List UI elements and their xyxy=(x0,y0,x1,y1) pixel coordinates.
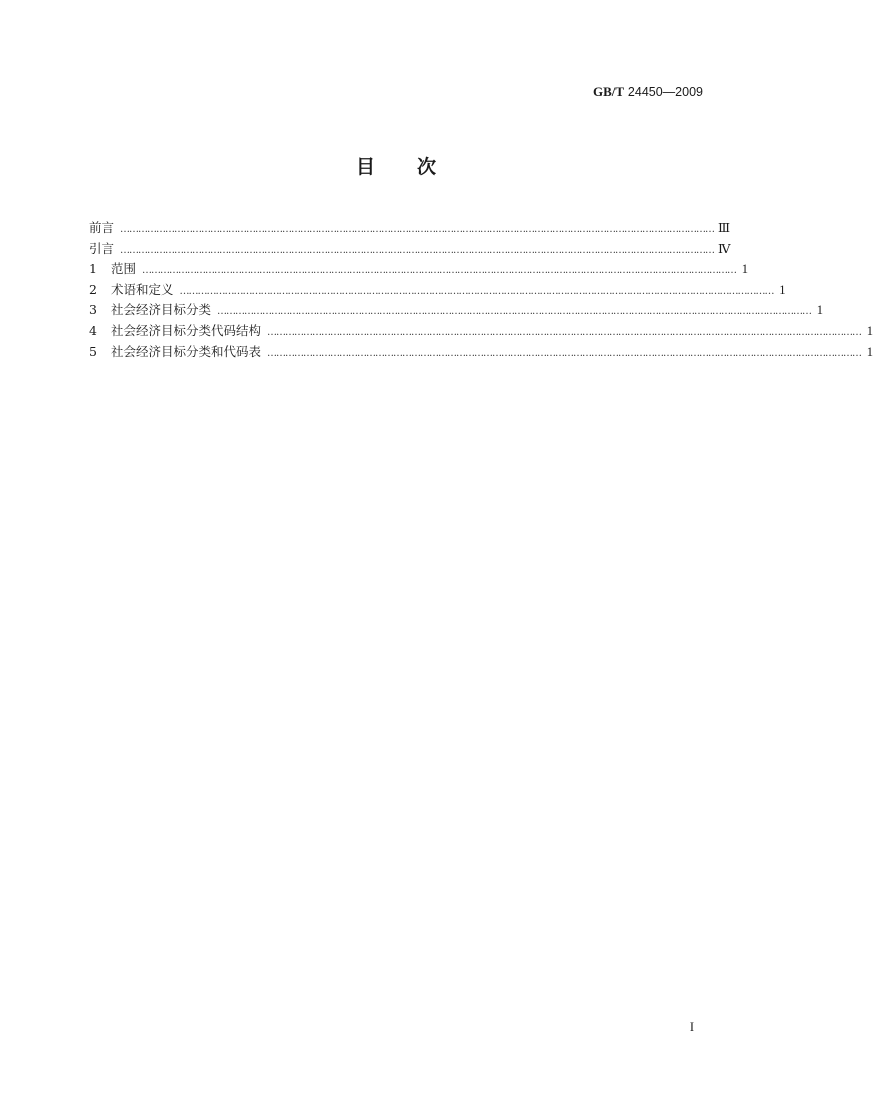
page-number: I xyxy=(689,1020,694,1034)
toc-entry-label xyxy=(89,342,261,363)
toc-entry-number: 1 xyxy=(89,261,97,277)
toc-entry-page: Ⅳ xyxy=(718,241,731,256)
standard-code xyxy=(593,84,703,100)
toc-entry-label xyxy=(89,259,136,280)
toc-entry-number: 5 xyxy=(89,343,97,359)
toc-leader-dots: ……………………………………………………………………………………………………………………………………………………………………………… xyxy=(179,285,774,297)
toc-leader-dots: ……………………………………………………………………………………………………………………………………………………………………………… xyxy=(142,265,737,277)
toc-entry-classification[interactable] xyxy=(89,300,824,321)
toc-entry-code-structure[interactable] xyxy=(89,321,873,342)
toc-entry-scope[interactable] xyxy=(89,259,749,280)
toc-entry-text: 社会经济目标分类和代码表 xyxy=(111,343,262,359)
toc-entry-page: 1 xyxy=(866,344,873,359)
toc-entry-foreword[interactable] xyxy=(89,218,731,239)
toc-entry-page: 1 xyxy=(866,323,873,338)
toc-entry-label: 引言 xyxy=(89,240,115,256)
toc-entry-text: 范围 xyxy=(111,261,137,277)
toc-leader-dots: ……………………………………………………………………………………………………………………………………………………………………………… xyxy=(217,306,812,318)
standard-prefix: GB/T xyxy=(593,84,625,99)
toc-entry-page: 1 xyxy=(779,282,786,297)
toc-entry-introduction[interactable] xyxy=(89,239,731,260)
toc-leader-dots: ……………………………………………………………………………………………………………………………………………………………………………… xyxy=(267,326,862,338)
toc-entry-page: 1 xyxy=(741,262,749,277)
toc-entry-number: 4 xyxy=(89,322,97,338)
toc-entry-code-table[interactable] xyxy=(89,342,873,363)
toc-entry-text: 社会经济目标分类代码结构 xyxy=(111,322,262,338)
toc-entry-label xyxy=(89,280,174,301)
toc-title: 目次 xyxy=(355,156,478,178)
toc-leader-dots: ……………………………………………………………………………………………………………………………………………………………………………… xyxy=(120,224,715,235)
toc-entry-terms[interactable] xyxy=(89,280,786,301)
standard-number: 24450—2009 xyxy=(627,85,703,99)
toc-leader-dots: ……………………………………………………………………………………………………………………………………………………………………………… xyxy=(120,244,715,256)
toc-entry-label: 前言 xyxy=(89,220,115,235)
toc-entry-number: 2 xyxy=(89,281,97,297)
toc-entry-text: 社会经济目标分类 xyxy=(111,302,212,318)
toc-list xyxy=(89,218,873,362)
toc-entry-number: 3 xyxy=(89,302,97,318)
toc-entry-page: 1 xyxy=(816,303,824,318)
toc-entry-label xyxy=(89,321,261,342)
toc-entry-label xyxy=(89,300,211,321)
toc-entry-text: 术语和定义 xyxy=(111,281,174,297)
toc-leader-dots: ……………………………………………………………………………………………………………………………………………………………………………… xyxy=(267,347,862,359)
toc-entry-page: Ⅲ xyxy=(718,221,731,235)
